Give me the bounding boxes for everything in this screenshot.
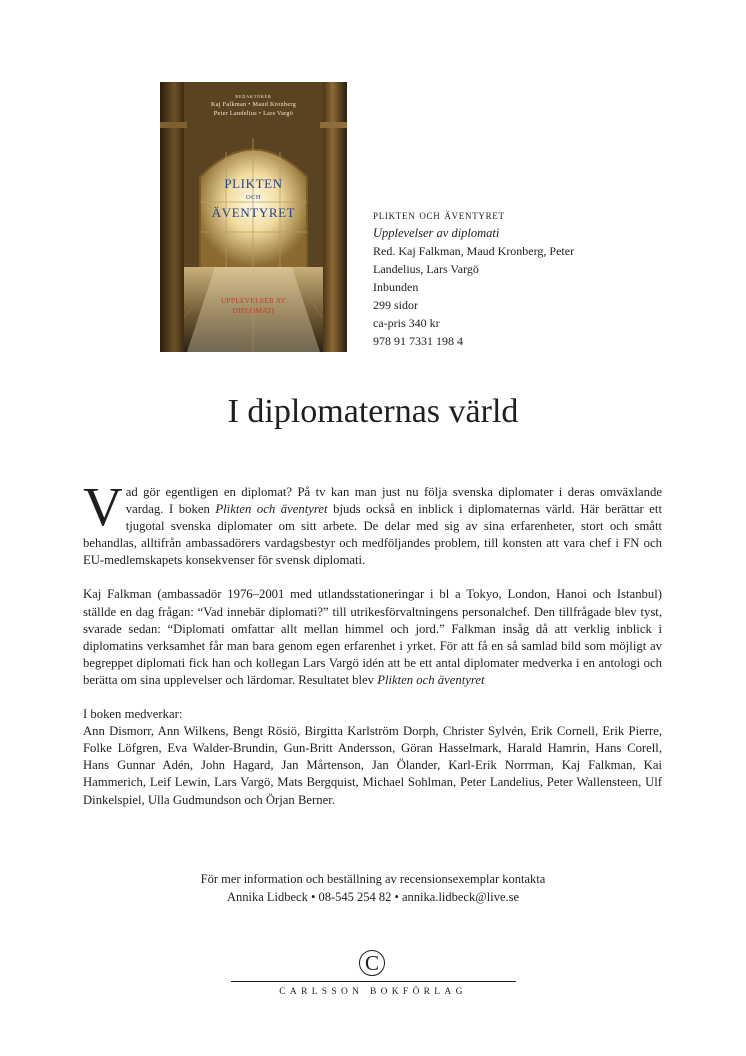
book-subtitle: Upplevelser av diplomati <box>373 226 500 240</box>
cover-editors <box>160 93 347 118</box>
publisher-logo-icon: C <box>359 950 385 976</box>
paragraph-background-text: Kaj Falkman (ambassadör 1976–2001 med utlandsstationeringar i bl a Tokyo, London, Hanoi och Istanbul) ställde en dag frågan: “Vad innebär diplomati?” till utrikesförvaltningens personalchef. Den tillfrågade blev tyst, svarade sedan: “Diplomati omfattar allt mellan himmel och jord.” Falkman insåg då att verklig inblick i diplomatins verksamhet får man bara genom egen erfarenhet i yrket. För att få en så samlad bild som möjligt av begreppet diplomati fick han och kollegan Lars Vargö idén att be ett antal diplomater medverka i en antologi och berätta om sina upplevelser och lärdomar. Resultatet blev <box>83 587 662 687</box>
book-isbn: 978 91 7331 198 4 <box>373 334 463 348</box>
page-heading: I diplomaternas värld <box>227 393 519 430</box>
contact-info <box>0 870 746 906</box>
paragraph-background-book-title: Plikten och äventyret <box>377 672 485 687</box>
cover-subtitle-line2: DIPLOMATI <box>232 306 275 315</box>
paragraph-intro <box>83 476 662 569</box>
book-pages: 299 sidor <box>373 298 418 312</box>
paragraph-contributors <box>83 706 662 809</box>
cover-editors-line1: Kaj Falkman • Maud Kronberg <box>210 101 297 109</box>
book-title: plikten och äventyret <box>373 207 505 222</box>
cover-editors-line2: Peter Landelius • Lars Vargö <box>213 109 294 117</box>
cover-title-line1: PLIKTEN <box>224 176 283 191</box>
drop-cap: V <box>83 476 123 537</box>
book-cover-image <box>160 82 347 352</box>
contact-line2: Annika Lidbeck • 08-545 254 82 • annika.lidbeck@live.se <box>226 890 520 904</box>
body-text <box>83 476 662 826</box>
book-editors-line2: Landelius, Lars Vargö <box>373 262 479 276</box>
footer-divider <box>231 981 516 982</box>
contributors-list: Ann Dismorr, Ann Wilkens, Bengt Rösiö, Birgitta Karlström Dorph, Christer Sylvén, Erik Cornell, Erik Pierre, Folke Löfgren, Eva Walder-Brundin, Gun-Britt Andersson, Göran Hasselmark, Harald Hamrin, Hans Corell, Hans Gunnar Adén, John Hagard, Jan Mårtenson, Jan Ölander, Karl-Erik Norrman, Kaj Falkman, Kai Hammerich, Leif Lewin, Lars Vargö, Mats Bergquist, Michael Sohlman, Peter Landelius, Peter Wallensteen, Ulf Dinkelspiel, Ulla Gudmundson och Örjan Berner. <box>83 724 662 807</box>
cover-title-och: OCH <box>246 194 261 201</box>
paragraph-intro-book-title: Plikten och äventyret <box>215 502 328 517</box>
publisher-name: CARLSSON BOKFÖRLAG <box>279 987 467 997</box>
cover-title-line2: ÄVENTYRET <box>211 205 296 220</box>
book-editors-line1: Red. Kaj Falkman, Maud Kronberg, Peter <box>373 244 575 258</box>
book-info <box>373 206 653 350</box>
cover-title <box>160 176 347 220</box>
cover-subtitle-line1: UPPLEVELSER AV <box>220 296 287 305</box>
contributors-label: I boken medverkar: <box>83 707 183 722</box>
contact-line1: För mer information och beställning av recensionsexemplar kontakta <box>200 872 546 886</box>
book-binding: Inbunden <box>373 280 419 294</box>
paragraph-intro-text-b: bjuds också en inblick i diplomaternas värld. Här berättar ett tjugotal svenska diplomater om sitt arbete. De delar med sig av sina erfarenheter, stort och smått behandlas, alltifrån ambassadörers vardagsbestyr och medföljandes problem, till konsten att vara chef i FN och EU-medlemskapets konsekvenser för svensk diplomati. <box>83 502 662 568</box>
paragraph-background <box>83 586 662 689</box>
paragraph-intro-text-a: ad gör egentligen en diplomat? På tv kan man just nu följa svenska diplomater i deras omväxlande vardag. I boken <box>125 485 662 517</box>
book-price: ca-pris 340 kr <box>373 316 440 330</box>
cover-subtitle <box>160 296 347 316</box>
cover-editors-label: REDAKTÖRER <box>235 94 272 99</box>
